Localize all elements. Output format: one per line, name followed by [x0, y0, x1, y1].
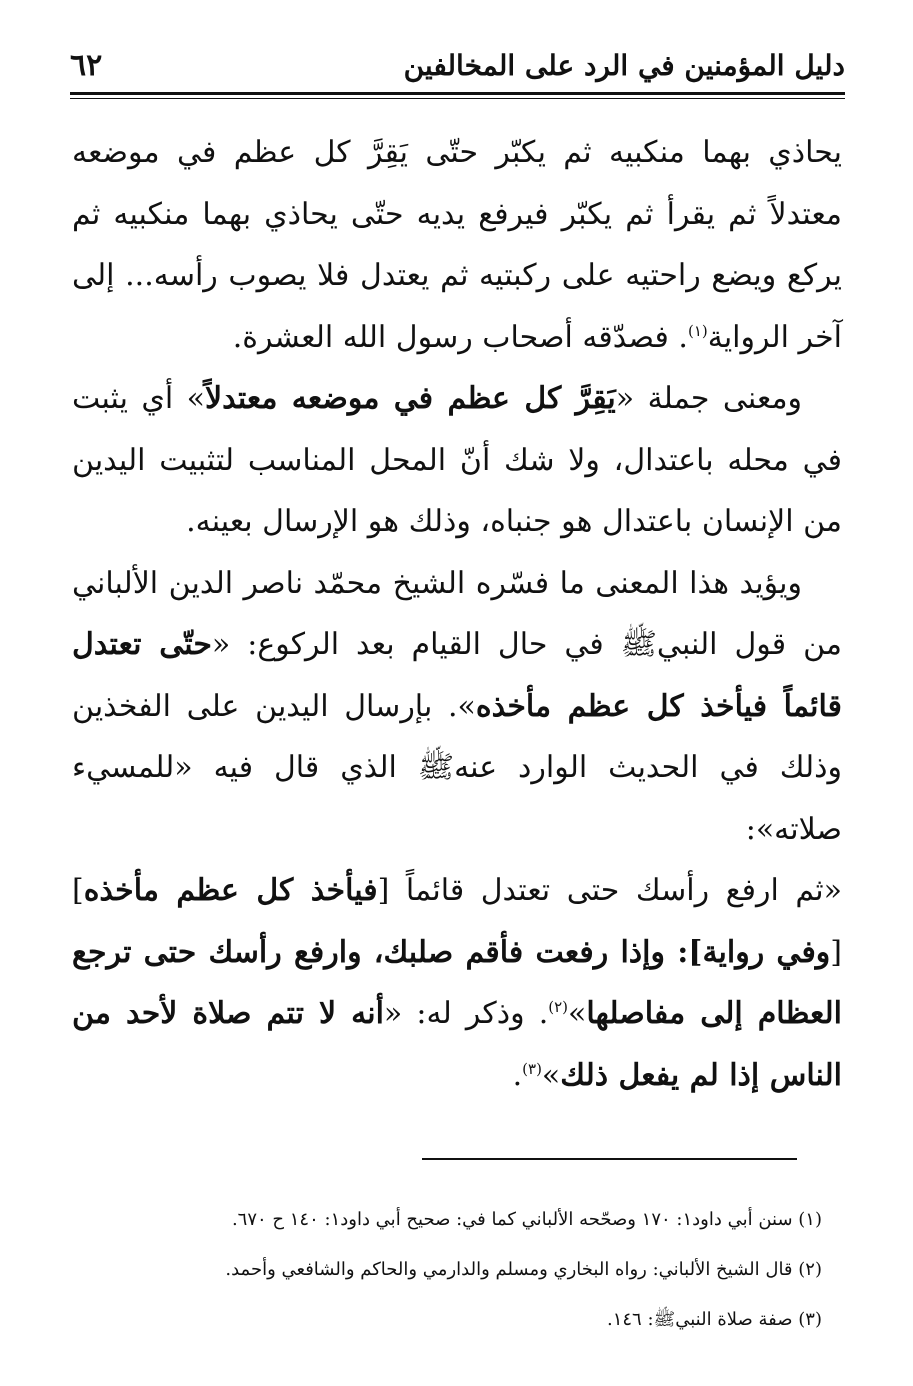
page-number: ٦٢	[70, 47, 103, 83]
paragraph-3	[72, 553, 842, 861]
footnote-3: (٣) صفة صلاة النبيﷺ: ١٤٦.	[606, 1309, 822, 1330]
footnote-1: (١) سنن أبي داود١: ١٧٠ وصحّحه الألباني كما في: صحيح أبي داود١: ١٤٠ ح ٦٧٠.	[231, 1209, 822, 1230]
paragraph-4-text: «ثم ارفع رأسك حتى تعتدل قائماً [	[377, 873, 842, 908]
footnote-ref-1: (١)	[687, 321, 708, 340]
paragraph-3-quote: حتّى تعتدل قائماً فيأخذ كل عظم مأخذه	[72, 627, 842, 724]
running-title: دليل المؤمنين في الرد على المخالفين	[403, 48, 845, 82]
paragraph-2-quote: يَقِرَّ كل عظم في موضعه معتدلاً	[205, 381, 616, 416]
paragraph-4-text-6: .	[512, 1057, 523, 1093]
paragraph-1	[72, 122, 842, 368]
footnotes	[72, 1195, 822, 1345]
paragraph-1-text-end: . فصدّقه أصحاب رسول الله العشرة.	[232, 319, 688, 355]
footnote-ref-3: (٣)	[522, 1059, 542, 1078]
paragraph-4-text-5: »	[541, 1057, 561, 1093]
paragraph-2-text: ومعنى جملة «	[615, 381, 803, 416]
paragraph-2-text-end: » أي يثبت في محله باعتدال، ولا شك أنّ المحل المناسب لتثبيت اليدين من الإنسان باعتدال هو جنباه، وذلك هو الإرسال بعينه.	[72, 381, 842, 539]
paragraph-1-text: يحاذي بهما منكبيه ثم يكبّر حتّى يَقِرَّ كل عظم في موضعه معتدلاً ثم يقرأ ثم يكبّر فيرفع يديه حتّى يحاذي بهما منكبيه ثم يركع ويضع راحتيه على ركبتيه ثم يعتدل فلا يصوب رأسه... إلى آخر الرواية	[72, 135, 842, 355]
paragraph-4-text-4: . وذكر له: «	[383, 996, 549, 1031]
paragraph-4	[72, 860, 842, 1106]
footnote-2: (٢) قال الشيخ الألباني: رواه البخاري ومسلم والدارمي والحاكم والشافعي وأحمد.	[225, 1259, 822, 1280]
header-rule-thin	[70, 98, 845, 99]
paragraph-4-quote-2: وفي رواية]: وإذا رفعت فأقم صلبك، وارفع رأسك حتى ترجع العظام إلى مفاصلها	[72, 934, 843, 1031]
paragraph-4-quote-3: أنه لا تتم صلاة لأحد من الناس إذا لم يفعل ذلك	[72, 996, 842, 1093]
paragraph-4-text-2: ] [	[72, 873, 842, 970]
footnote-separator	[422, 1158, 797, 1160]
paragraph-3-text-end: ». بإرسال اليدين على الفخذين وذلك في الحديث الوارد عنهﷺ الذي قال فيه «للمسيء صلاته»:	[72, 688, 842, 847]
paragraph-4-text-3: »	[568, 996, 587, 1031]
paragraph-4-quote-1: فيأخذ كل عظم مأخذه	[83, 873, 378, 908]
paragraph-2	[72, 368, 842, 553]
body-text	[72, 122, 842, 1106]
page-header	[70, 40, 845, 90]
paragraph-3-text: ويؤيد هذا المعنى ما فسّره الشيخ محمّد ناصر الدين الألباني من قول النبيﷺ في حال القيام بعد الركوع: «	[72, 565, 842, 662]
footnote-ref-2: (٢)	[548, 998, 569, 1016]
header-rule-thick	[70, 92, 845, 95]
